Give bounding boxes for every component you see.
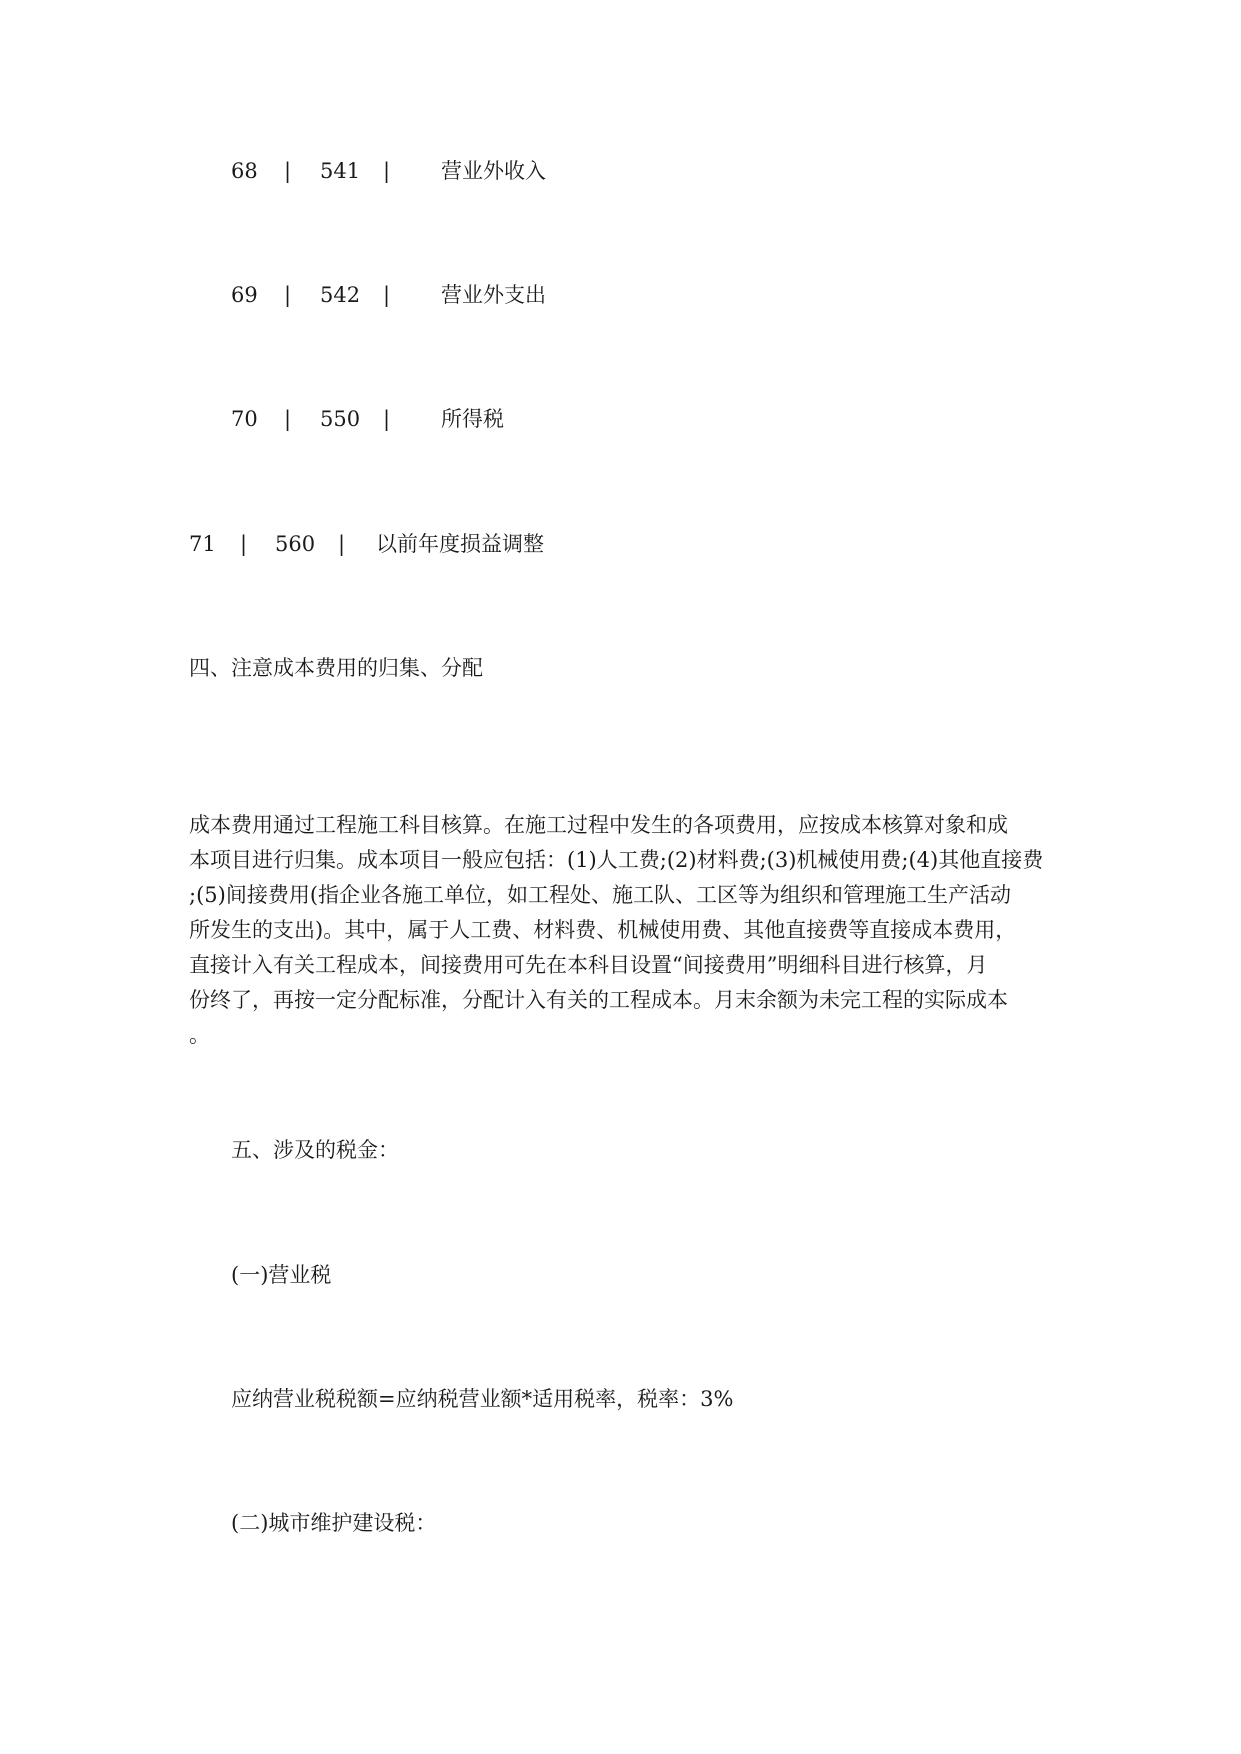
account-name: 营业外支出 [441, 283, 546, 307]
section-4-heading: 四、注意成本费用的归集、分配 [189, 656, 483, 680]
separator: | [383, 407, 391, 431]
account-number: 71 [189, 532, 216, 556]
separator: | [383, 283, 391, 307]
account-code: 550 [320, 407, 361, 431]
paragraph-line: 直接计入有关工程成本，间接费用可先在本科目设置“间接费用”明细科目进行核算，月 [189, 953, 988, 977]
section-5-heading: 五、涉及的税金： [231, 1138, 399, 1162]
separator: | [284, 159, 292, 183]
account-code: 560 [275, 532, 316, 556]
account-code: 541 [320, 159, 361, 183]
paragraph-line: 。 [189, 1023, 210, 1047]
urban-tax-heading: (二)城市维护建设税： [231, 1511, 437, 1535]
paragraph-line: 成本费用通过工程施工科目核算。在施工过程中发生的各项费用，应按成本核算对象和成 [189, 813, 1008, 837]
account-name: 营业外收入 [441, 159, 546, 183]
paragraph-line: ;(5)间接费用(指企业各施工单位，如工程处、施工队、工区等为组织和管理施工生产活动 [189, 883, 1012, 907]
account-name: 以前年度损益调整 [376, 532, 544, 556]
paragraph-line: 所发生的支出)。其中，属于人工费、材料费、机械使用费、其他直接费等直接成本费用， [189, 918, 1017, 942]
section-4-paragraph [189, 808, 1059, 1053]
separator: | [284, 407, 292, 431]
separator: | [338, 532, 346, 556]
paragraph-line: 本项目进行归集。成本项目一般应包括：(1)人工费;(2)材料费;(3)机械使用费;(4)其他直接费 [189, 848, 1044, 872]
account-number: 69 [231, 283, 258, 307]
paragraph-line: 份终了，再按一定分配标准，分配计入有关的工程成本。月末余额为未完工程的实际成本 [189, 988, 1008, 1012]
separator: | [284, 283, 292, 307]
business-tax-heading: (一)营业税 [231, 1263, 332, 1287]
business-tax-formula: 应纳营业税税额=应纳税营业额*适用税率，税率：3% [231, 1387, 734, 1411]
account-number: 70 [231, 407, 258, 431]
account-number: 68 [231, 159, 258, 183]
separator: | [240, 532, 248, 556]
account-code: 542 [320, 283, 361, 307]
separator: | [383, 159, 391, 183]
account-name: 所得税 [441, 407, 504, 431]
